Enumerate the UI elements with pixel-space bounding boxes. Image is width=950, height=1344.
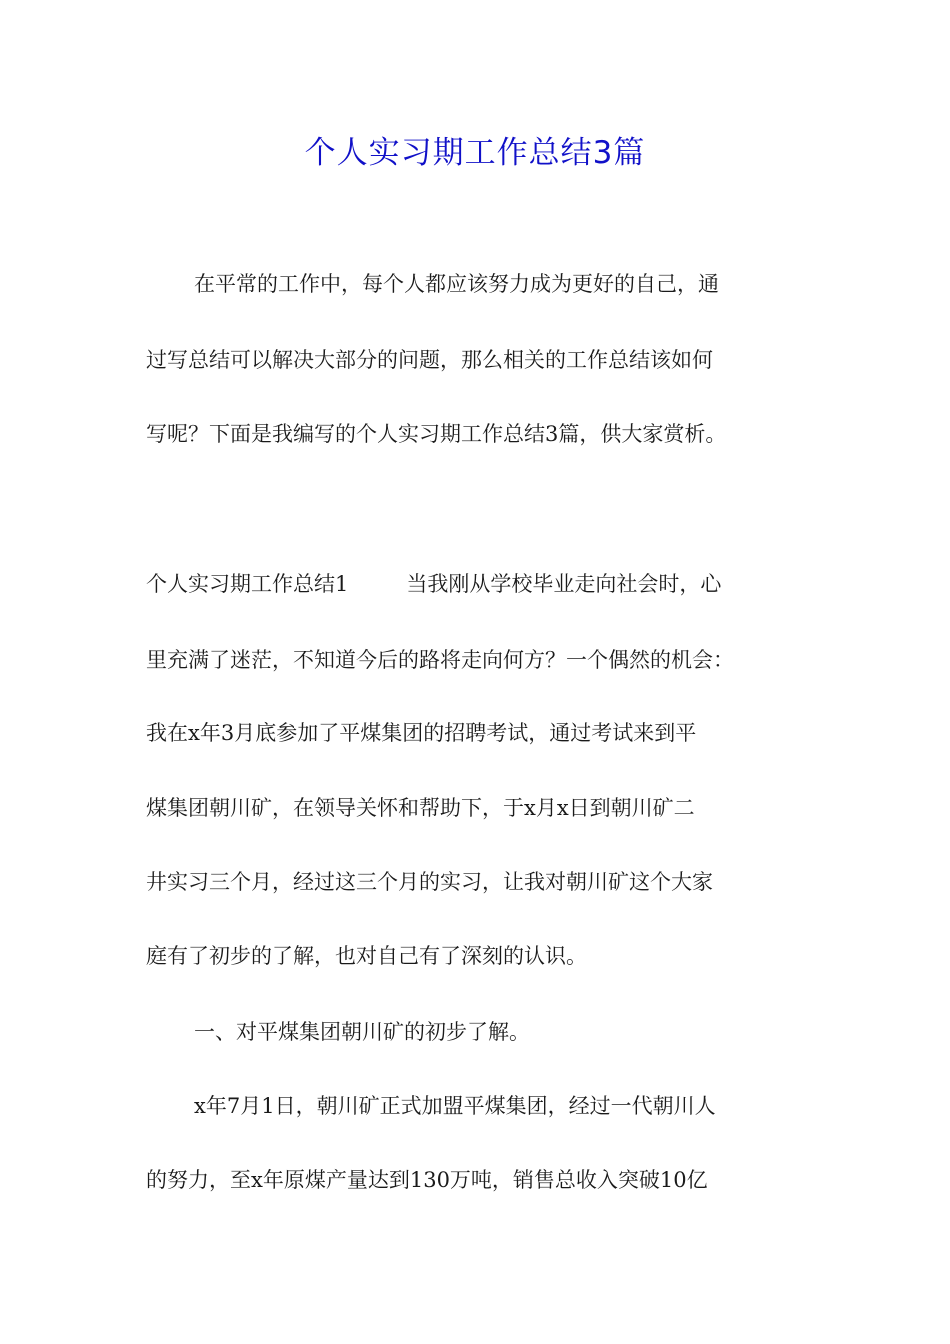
section1-line-4: 煤集团朝川矿，在领导关怀和帮助下，于x月x日到朝川矿二 <box>146 796 695 820</box>
intro-line-1: 在平常的工作中，每个人都应该努力成为更好的自己，通 <box>194 272 719 296</box>
section1-heading: 个人实习期工作总结1 <box>146 572 349 596</box>
section1-line-6: 庭有了初步的了解，也对自己有了深刻的认识。 <box>146 944 587 968</box>
intro-line-3: 写呢？下面是我编写的个人实习期工作总结3篇，供大家赏析。 <box>146 422 727 446</box>
section1-first-line <box>146 566 806 602</box>
para2-line-1: x年7月1日，朝川矿正式加盟平煤集团，经过一代朝川人 <box>194 1094 716 1118</box>
intro-line-2: 过写总结可以解决大部分的问题，那么相关的工作总结该如何 <box>146 348 713 372</box>
para2-line-2: 的努力，至x年原煤产量达到130万吨，销售总收入突破10亿 <box>146 1168 708 1192</box>
section1-line-3: 我在x年3月底参加了平煤集团的招聘考试，通过考试来到平 <box>146 721 697 745</box>
document-title: 个人实习期工作总结3篇 <box>304 135 646 171</box>
section1-line-2: 里充满了迷茫，不知道今后的路将走向何方？一个偶然的机会： <box>146 648 734 672</box>
subheading-1: 一、对平煤集团朝川矿的初步了解。 <box>194 1020 530 1044</box>
section1-line-1: 当我刚从学校毕业走向社会时，心 <box>406 572 722 596</box>
section1-line-5: 井实习三个月，经过这三个月的实习，让我对朝川矿这个大家 <box>146 870 713 894</box>
